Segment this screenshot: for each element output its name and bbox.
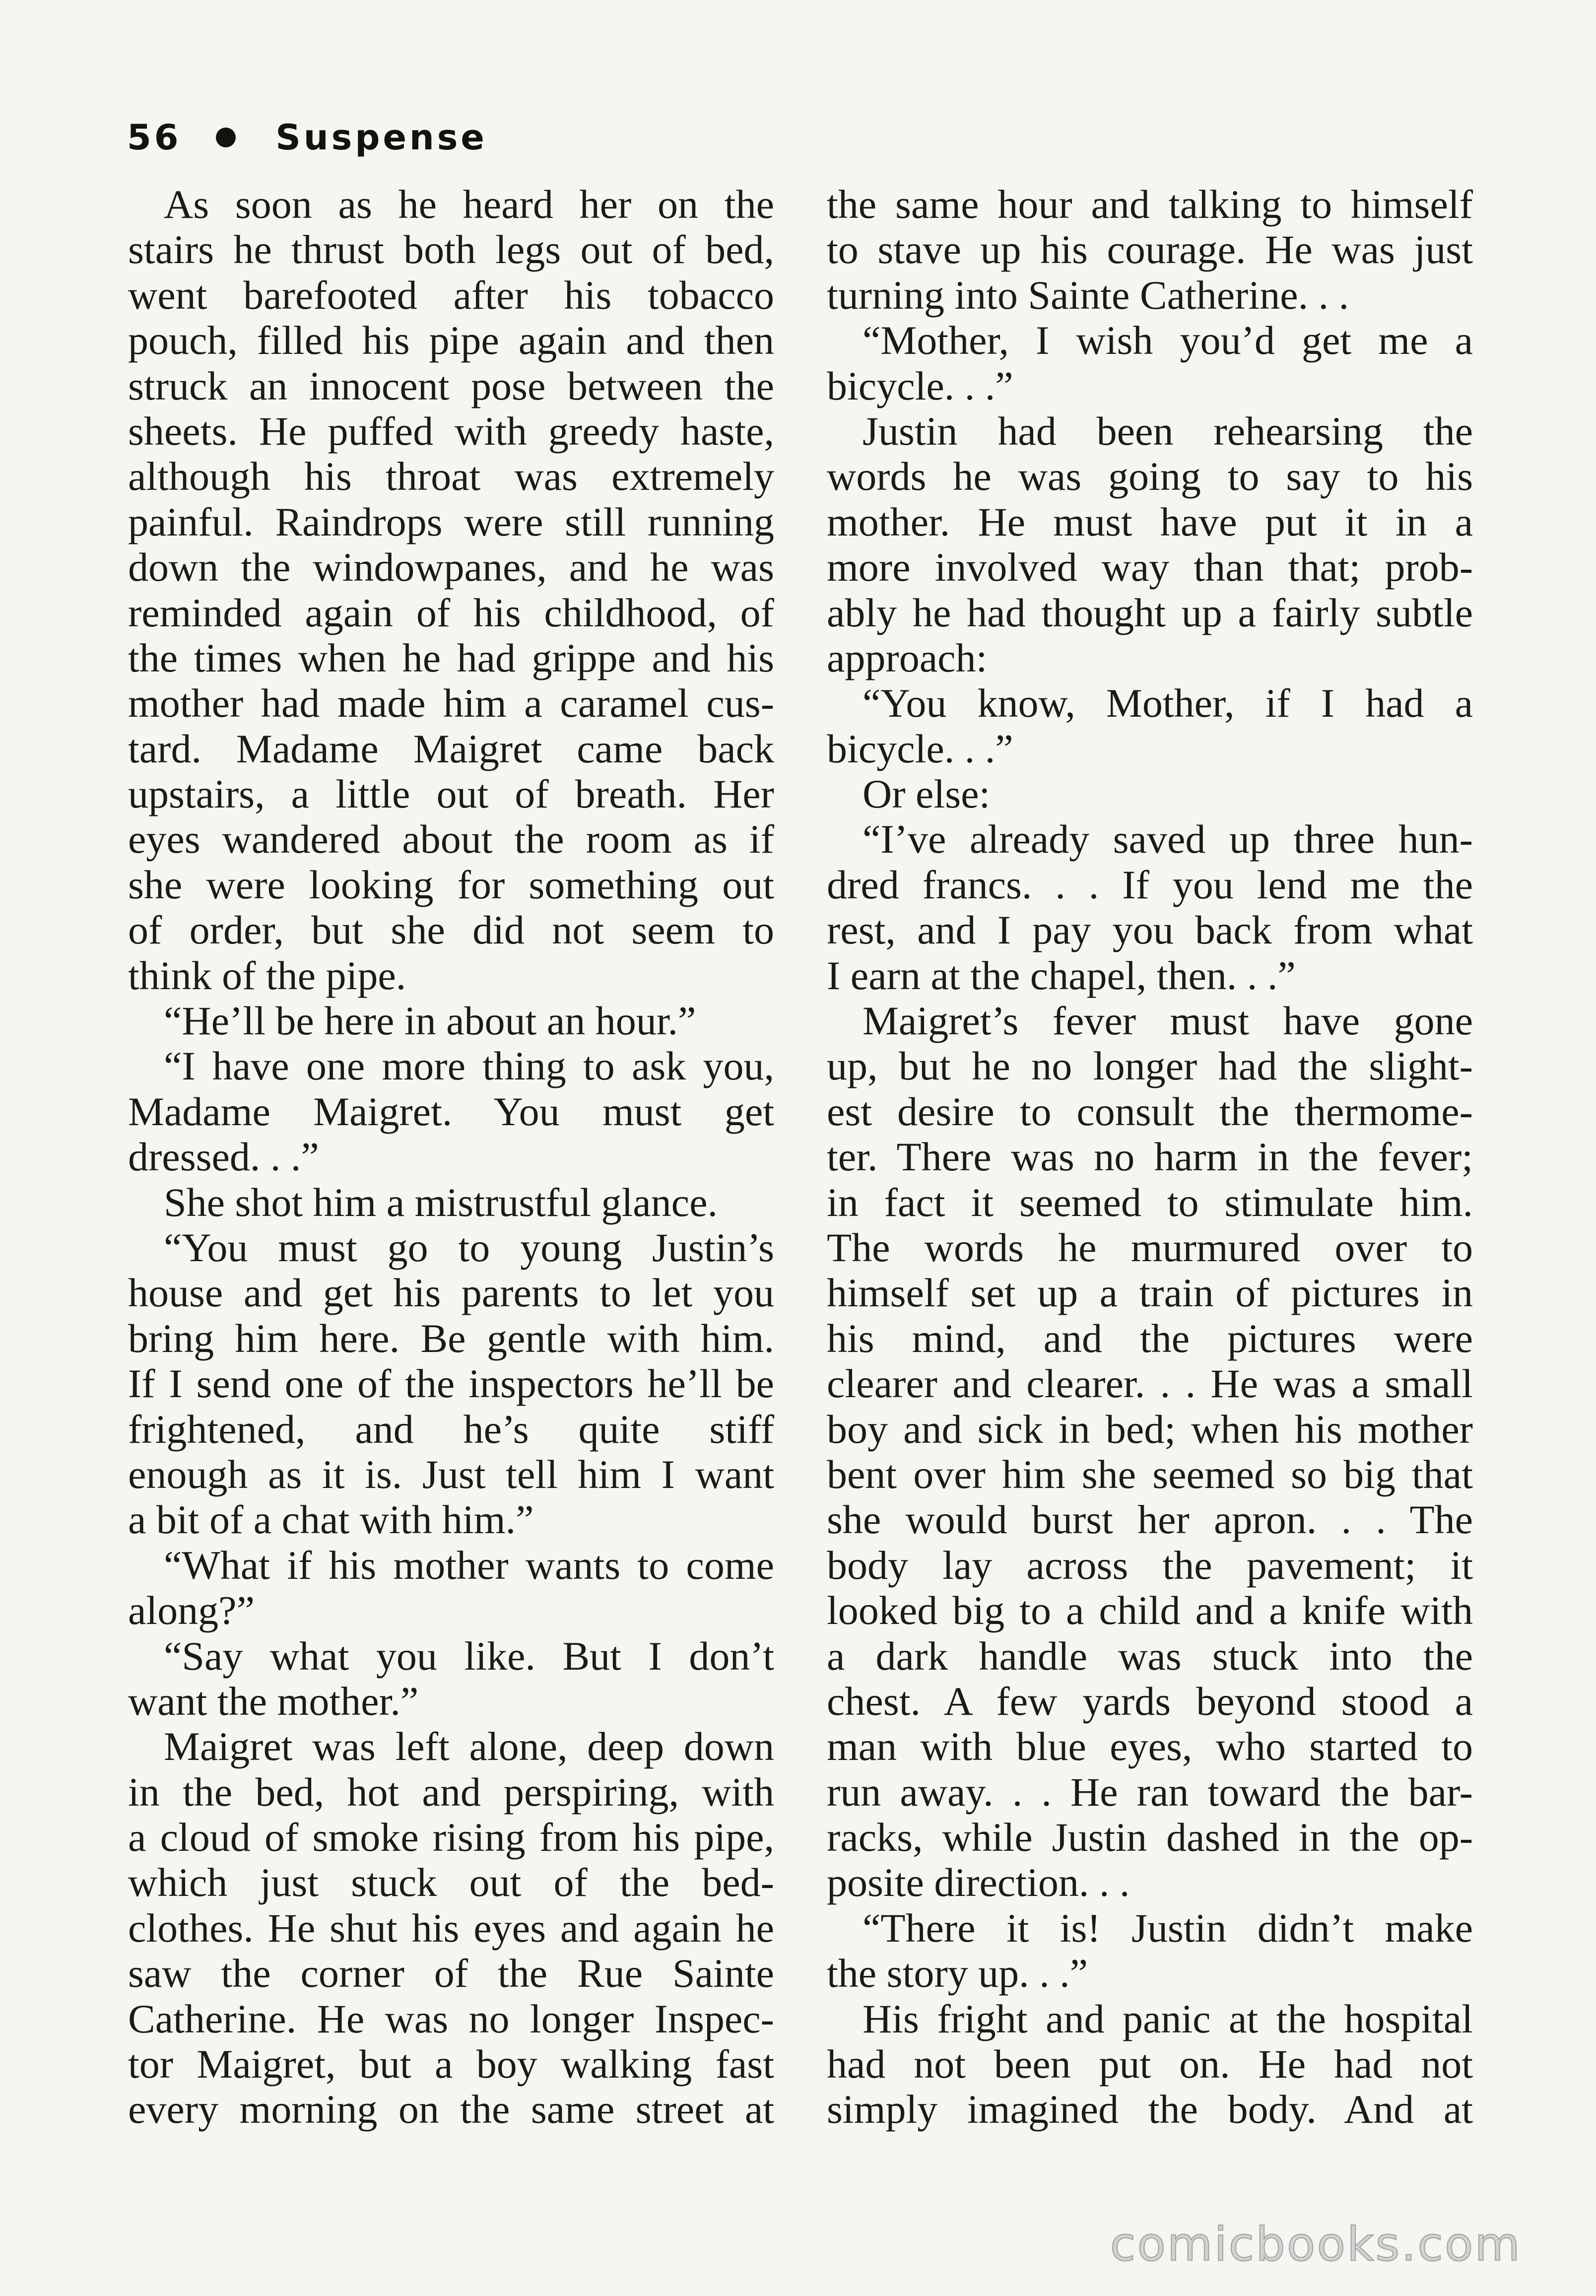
text-line: As soon as he heard her on the (164, 182, 774, 227)
text-line: boy and sick in bed; when his mother (827, 1406, 1473, 1452)
text-line: a bit of a chat with him.” (128, 1497, 534, 1543)
site-watermark: comicbooks.com (1110, 2218, 1522, 2272)
running-header (127, 110, 487, 165)
text-line: went barefooted after his tobacco (128, 272, 774, 318)
text-line: dred francs. . . If you lend me the (827, 862, 1473, 907)
text-line: every morning on the same street at (128, 2087, 774, 2132)
text-line: down the windowpanes, and he was (128, 544, 774, 590)
text-line: the times when he had grippe and his (128, 635, 774, 680)
text-line: clearer and clearer. . . He was a small (827, 1361, 1473, 1407)
text-line: tard. Madame Maigret came back (128, 726, 774, 771)
text-line: in the bed, hot and perspiring, with (128, 1769, 774, 1815)
bullet-separator-icon (216, 128, 236, 147)
text-column-left (128, 182, 774, 2157)
text-line: I earn at the chapel, then. . .” (827, 952, 1296, 998)
text-line: himself set up a train of pictures in (827, 1270, 1473, 1316)
text-line: ter. There was no harm in the fever; (827, 1134, 1473, 1180)
text-line: sheets. He puffed with greedy haste, (128, 408, 774, 454)
text-line: up, but he no longer had the slight- (827, 1043, 1473, 1089)
text-line: Maigret was left alone, deep down (164, 1724, 774, 1769)
text-line: frightened, and he’s quite stiff (128, 1406, 774, 1452)
text-line: a dark handle was stuck into the (827, 1633, 1473, 1679)
text-line: want the mother.” (128, 1678, 419, 1724)
text-line: Or else: (863, 771, 991, 817)
text-line: mother. He must have put it in a (827, 499, 1473, 544)
text-line: “He’ll be here in about an hour.” (164, 998, 696, 1044)
text-line: posite direction. . . (827, 1860, 1130, 1905)
text-line: a cloud of smoke rising from his pipe, (128, 1815, 774, 1860)
text-line: est desire to consult the thermome- (827, 1088, 1473, 1134)
text-line: Catherine. He was no longer Inspec- (128, 1996, 774, 2041)
text-line: “What if his mother wants to come (164, 1542, 774, 1588)
text-line: turning into Sainte Catherine. . . (827, 272, 1349, 318)
text-line: approach: (827, 635, 988, 680)
text-line: the story up. . .” (827, 1951, 1088, 1996)
text-line: ably he had thought up a fairly subtle (827, 590, 1473, 635)
text-line: tor Maigret, but a boy walking fast (128, 2041, 774, 2087)
text-line: reminded again of his childhood, of (128, 590, 774, 635)
page-number: 56 (127, 117, 182, 158)
text-line: bicycle. . .” (827, 363, 1013, 408)
text-line: man with blue eyes, who started to (827, 1724, 1473, 1769)
text-line: which just stuck out of the bed- (128, 1860, 774, 1905)
magazine-title: Suspense (275, 117, 487, 158)
text-line: struck an innocent pose between the (128, 363, 774, 408)
text-line: “Mother, I wish you’d get me a (863, 318, 1473, 363)
text-line: “You know, Mother, if I had a (863, 680, 1473, 726)
text-line: Madame Maigret. You must get (128, 1088, 774, 1134)
text-line: she would burst her apron. . . The (827, 1497, 1473, 1543)
text-line: “You must go to young Justin’s (164, 1224, 774, 1270)
text-line: The words he murmured over to (827, 1224, 1473, 1270)
text-line: although his throat was extremely (128, 454, 774, 499)
text-line: “There it is! Justin didn’t make (863, 1905, 1473, 1951)
text-line: bicycle. . .” (827, 726, 1013, 771)
text-line: “I have one more thing to ask you, (164, 1043, 774, 1089)
text-line: dressed. . .” (128, 1134, 319, 1180)
text-line: saw the corner of the Rue Sainte (128, 1951, 774, 1996)
text-line: in fact it seemed to stimulate him. (827, 1179, 1473, 1225)
text-line: looked big to a child and a knife with (827, 1588, 1473, 1633)
text-line: clothes. He shut his eyes and again he (128, 1905, 774, 1951)
text-line: run away. . . He ran toward the bar- (827, 1769, 1473, 1815)
text-line: She shot him a mistrustful glance. (164, 1179, 718, 1225)
text-line: stairs he thrust both legs out of bed, (128, 227, 774, 272)
text-line: Justin had been rehearsing the (863, 408, 1473, 454)
text-line: painful. Raindrops were still running (128, 499, 774, 544)
text-line: she were looking for something out (128, 862, 774, 907)
text-line: If I send one of the inspectors he’ll be (128, 1361, 774, 1407)
text-line: house and get his parents to let you (128, 1270, 774, 1316)
text-line: bent over him she seemed so big that (827, 1451, 1473, 1497)
text-line: words he was going to say to his (827, 454, 1473, 499)
text-line: simply imagined the body. And at (827, 2087, 1473, 2132)
text-line: more involved way than that; prob- (827, 544, 1473, 590)
text-line: upstairs, a little out of breath. Her (128, 771, 774, 817)
text-line: “I’ve already saved up three hun- (863, 816, 1473, 862)
text-line: Maigret’s fever must have gone (863, 998, 1473, 1044)
text-line: enough as it is. Just tell him I want (128, 1451, 774, 1497)
text-line: “Say what you like. But I don’t (164, 1633, 774, 1679)
text-line: His fright and panic at the hospital (863, 1996, 1473, 2041)
text-line: of order, but she did not seem to (128, 907, 774, 953)
text-line: along?” (128, 1588, 255, 1633)
text-line: eyes wandered about the room as if (128, 816, 774, 862)
text-line: had not been put on. He had not (827, 2041, 1473, 2087)
text-line: racks, while Justin dashed in the op- (827, 1815, 1473, 1860)
text-line: think of the pipe. (128, 952, 406, 998)
text-line: to stave up his courage. He was just (827, 227, 1473, 272)
text-line: his mind, and the pictures were (827, 1315, 1473, 1361)
text-line: mother had made him a caramel cus- (128, 680, 774, 726)
text-line: body lay across the pavement; it (827, 1542, 1473, 1588)
text-line: chest. A few yards beyond stood a (827, 1678, 1473, 1724)
text-line: rest, and I pay you back from what (827, 907, 1473, 953)
text-line: bring him here. Be gentle with him. (128, 1315, 774, 1361)
text-line: the same hour and talking to himself (827, 182, 1473, 227)
text-line: pouch, filled his pipe again and then (128, 318, 774, 363)
text-column-right (827, 182, 1473, 2157)
